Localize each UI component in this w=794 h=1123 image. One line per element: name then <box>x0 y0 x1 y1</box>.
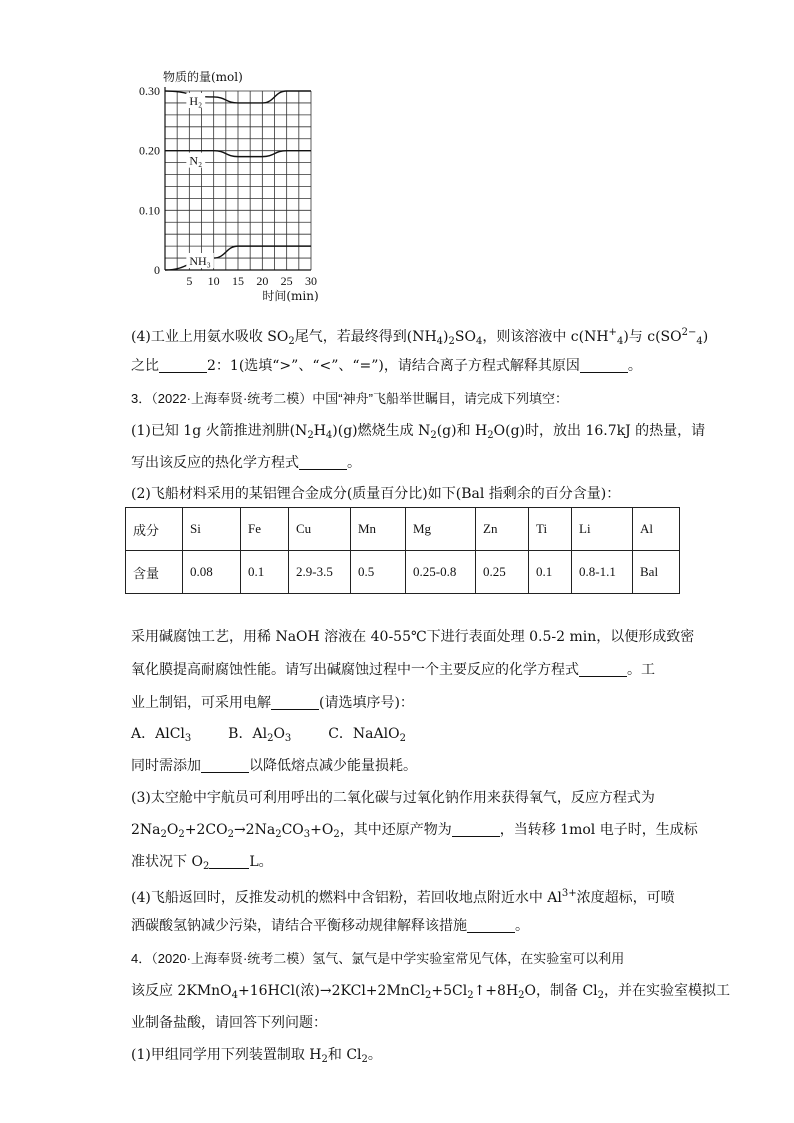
table-cell: 0.25-0.8 <box>406 551 476 594</box>
series-label: N₂ <box>189 153 203 168</box>
q3-2-line: (2)飞船材料采用的某铝锂合金成分(质量百分比)如下(Bal 指剩余的百分含量)： <box>131 486 621 502</box>
q4-header-line1: 4．（2020·上海奉贤·统考二模）氢气、氯气是中学实验室常见气体，在实验室可以利用 <box>131 951 625 966</box>
table-row <box>126 551 680 594</box>
answer-blank[interactable] <box>467 918 515 933</box>
q3-header: 3．（2022·上海奉贤·统考二模）中国“神舟”飞船举世瞩目，请完成下列填空： <box>131 391 568 406</box>
y-tick-label: 0.30 <box>139 84 160 98</box>
answer-blank[interactable] <box>271 695 319 710</box>
table-cell: Cu <box>289 508 351 551</box>
y-axis-label: 物质的量(mol) <box>163 70 243 84</box>
q4-header-line2: 该反应 2KMnO$_4$+16HCl(浓)$\to 2KCl+2MnCl_2+5Cl_2↑+8H_2O$，制备 $Cl_2$，并在实验室模拟工 <box>131 983 731 1001</box>
q3-3-line2: $2Na_2O_2+2CO_2\to 2Na_2CO_3+O_2$，其中还原产物为 ，当转移 1mol 电子时，生成标 <box>131 822 698 840</box>
options-line <box>131 724 406 749</box>
answer-blank[interactable] <box>580 358 628 373</box>
table-cell: 0.5 <box>351 551 406 594</box>
y-tick-label: 0.20 <box>139 143 160 158</box>
y-tick-label: 0 <box>154 263 160 277</box>
table-cell: Mn <box>351 508 406 551</box>
option-a: A．AlCl$_3$ <box>131 726 192 744</box>
q3-3-line1: (3)太空舱中宇航员可利用呼出的二氧化碳与过氧化钠作用来获得氧气，反应方程式为 <box>131 790 655 806</box>
answer-blank[interactable] <box>159 358 207 373</box>
q3-3-line3: 准状况下 $O_2$ L。 <box>131 854 273 872</box>
alloy-composition-table <box>125 507 680 594</box>
answer-blank[interactable] <box>579 662 627 677</box>
answer-blank[interactable] <box>452 822 500 837</box>
x-tick-label: 20 <box>256 274 269 288</box>
x-tick-label: 5 <box>186 274 193 288</box>
para-alkali-1: 采用碱腐蚀工艺，用稀 NaOH 溶液在 40-55℃下进行表面处理 0.5-2 min，以便形成致密 <box>131 629 695 645</box>
q4-line2: 之比 2：1(选填“>”、“<”、“=”)，请结合离子方程式解释其原因 。 <box>131 358 642 374</box>
series-label: NH₃ <box>189 254 211 268</box>
answer-blank[interactable] <box>209 854 249 869</box>
table-cell: Ti <box>529 508 572 551</box>
table-cell: 成分 <box>126 508 183 551</box>
table-cell: 0.25 <box>476 551 529 594</box>
q3-4-line2: 洒碳酸氢钠减少污染，请结合平衡移动规律解释该措施 。 <box>131 918 529 934</box>
table-header-row <box>126 508 680 551</box>
table-cell: Mg <box>406 508 476 551</box>
table-cell: Li <box>572 508 633 551</box>
y-tick-label: 0.10 <box>139 203 160 218</box>
table-cell: 0.1 <box>241 551 289 594</box>
answer-blank[interactable] <box>299 455 347 470</box>
answer-blank[interactable] <box>201 758 249 773</box>
para-alkali-2: 氧化膜提高耐腐蚀性能。请写出碱腐蚀过程中一个主要反应的化学方程式 。工 <box>131 662 655 678</box>
x-tick-label: 10 <box>207 274 220 288</box>
option-b: B．$Al_2O_3$ <box>228 726 292 744</box>
table-cell: 0.1 <box>529 551 572 594</box>
table-cell: Si <box>183 508 241 551</box>
x-axis-label: 时间(min) <box>262 289 319 302</box>
x-tick-label: 30 <box>305 274 317 288</box>
table-cell: Zn <box>476 508 529 551</box>
option-c: C．NaAlO$_2$ <box>328 726 406 744</box>
q4-line1: (4)工业上用氨水吸收 $SO_2$尾气，若最终得到$(NH_4)_2SO_4$，则该溶液中 $c(NH^+_4)$与 $c(SO^{2-}_4)$ <box>131 327 709 347</box>
table-cell: 2.9-3.5 <box>289 551 351 594</box>
q4-1-line: (1)甲组同学用下列装置制取 $H_2$和 $Cl_2$。 <box>131 1047 382 1065</box>
series-label: H₂ <box>189 94 203 108</box>
para-alkali-4: 同时需添加 以降低熔点减少能量损耗。 <box>131 758 417 774</box>
amount-time-chart <box>120 62 330 302</box>
q3-4-line1: (4)飞船返回时，反推发动机的燃料中含铝粉，若回收地点附近水中 $Al^{3+}$浓度超标，可喷 <box>131 888 675 906</box>
table-cell: Fe <box>241 508 289 551</box>
x-tick-label: 25 <box>280 274 293 288</box>
q4-header-line3: 业制备盐酸，请回答下列问题： <box>131 1015 327 1031</box>
table-cell: 含量 <box>126 551 183 594</box>
table-cell: 0.08 <box>183 551 241 594</box>
table-cell: Al <box>633 508 680 551</box>
x-tick-label: 15 <box>232 274 244 288</box>
q3-1-line2: 写出该反应的热化学方程式 。 <box>131 455 361 471</box>
para-alkali-3: 业上制铝，可采用电解 (请选填序号)： <box>131 695 414 711</box>
table-cell: Bal <box>633 551 680 594</box>
table-cell: 0.8-1.1 <box>572 551 633 594</box>
q3-1-line1: (1)已知 1g 火箭推进剂肼$(N_2H_4)(g)$燃烧生成 $N_2(g)$和 $H_2O(g)$时，放出 16.7kJ 的热量，请 <box>131 423 706 441</box>
chart-svg <box>120 62 330 302</box>
